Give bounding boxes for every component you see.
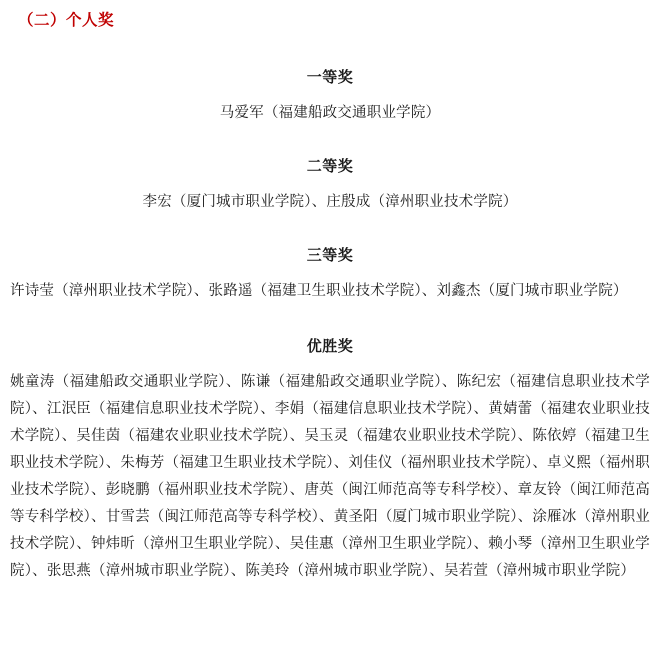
award-title: 三等奖 — [306, 247, 354, 264]
award-recipients: 马爱军（福建船政交通职业学院） — [219, 105, 441, 121]
award-recipients: 姚童涛（福建船政交通职业学院）、陈谦（福建船政交通职业学院）、陈纪宏（福建信息职业技术学院）、江泯臣（福建信息职业技术学院）、李娟（福建信息职业技术学院）、黄婧蕾（福建农业职业技术学院）、吴佳茵（福建农业职业技术学院）、吴玉灵（福建农业职业技术学院）、陈依婷（福建卫生职业技术学院）、朱梅芳（福建卫生职业技术学院）、刘佳仪（福州职业技术学院）、卓义熙（福州职业技术学院）、彭晓鹏（福州职业技术学院）、唐英（闽江师范高等专科学校）、章友铃（闽江师范高等专科学校）、甘雪芸（闽江师范高等专科学校）、黄圣阳（厦门城市职业学院）、涂雁冰（漳州职业技术学院）、钟炜昕（漳州卫生职业学院）、吴佳惠（漳州卫生职业学院）、赖小琴（漳州卫生职业学院）、张思燕（漳州城市职业学院）、陈美玲（漳州城市职业学院）、吴若萱（漳州城市职业学院） — [10, 374, 650, 579]
award-block-third-prize — [10, 244, 650, 305]
award-title: 一等奖 — [306, 69, 354, 86]
award-title: 二等奖 — [306, 158, 354, 175]
award-block-merit-prize — [10, 335, 650, 585]
award-block-second-prize — [10, 155, 650, 216]
award-recipients: 李宏（厦门城市职业学院）、庄殷成（漳州职业技术学院） — [142, 194, 518, 210]
award-title: 优胜奖 — [306, 338, 354, 355]
section-heading: （二）个人奖 — [18, 12, 115, 29]
award-block-first-prize — [10, 66, 650, 127]
award-recipients: 许诗莹（漳州职业技术学院）、张路遥（福建卫生职业技术学院）、刘鑫杰（厦门城市职业学院） — [10, 283, 628, 299]
